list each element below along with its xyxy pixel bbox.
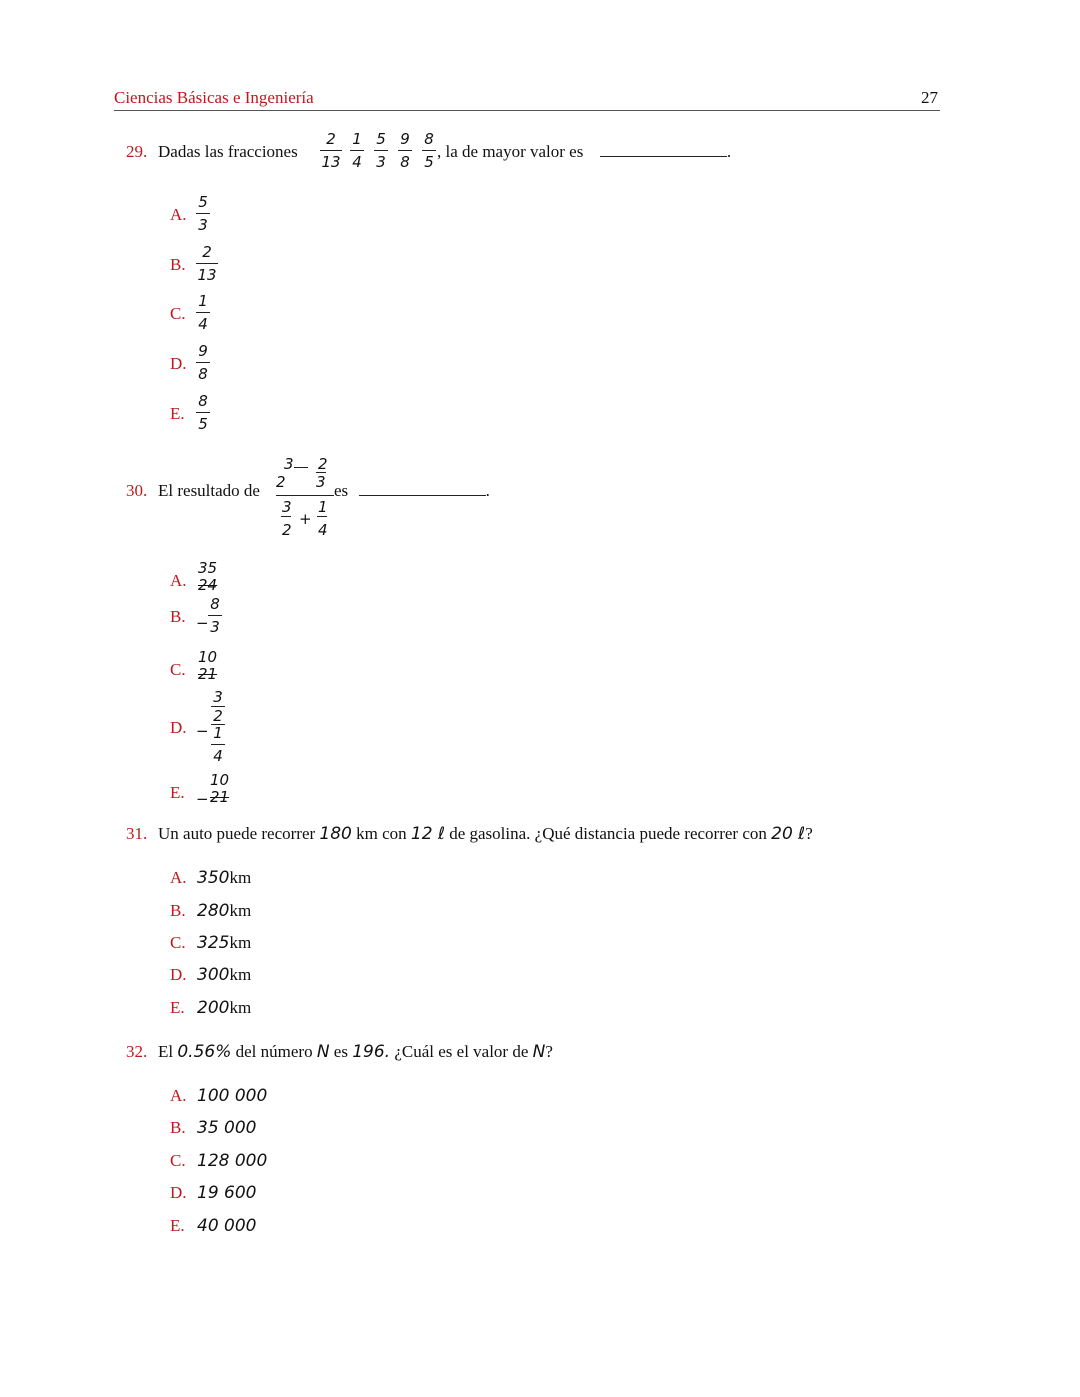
option-30-a-value: 35 24: [198, 559, 218, 594]
question-number: 29.: [126, 142, 148, 161]
running-title: Ciencias Básicas e Ingeniería: [114, 88, 314, 107]
fraction-1: 2 13: [321, 130, 341, 171]
option-30-d-value: 3 2 1 4: [211, 689, 225, 764]
fraction-5: 8 5: [422, 131, 436, 170]
option-29-a-value: 5 3: [196, 194, 210, 233]
fraction-2: 1 4: [350, 131, 364, 170]
question-text: El 0.56% del número N es 196. ¿Cuál es el valor de N?: [158, 1042, 553, 1062]
question-number: 31.: [126, 824, 148, 843]
option-30-e-sign: −: [196, 790, 209, 808]
option-30-e-value: 10 21: [210, 771, 230, 806]
question-number: 32.: [126, 1042, 148, 1061]
question-text: Dadas las fracciones: [158, 142, 298, 161]
complex-fraction: 3 2 2 3 3 2 + 1 4: [272, 455, 336, 545]
option-29-b-value: 2 13: [197, 243, 217, 284]
fraction-4: 9 8: [398, 131, 412, 170]
fraction-3: 5 3: [374, 131, 388, 170]
page-header: [114, 86, 940, 111]
option-30-b-sign: −: [196, 614, 209, 632]
option-29-c-value: 1 4: [196, 293, 210, 332]
page-number: 27: [921, 88, 938, 107]
option-30-d-sign: −: [196, 722, 209, 740]
question-number: 30.: [126, 481, 148, 500]
option-30-c-value: 10 21: [198, 648, 218, 683]
option-30-b-value: 8 3: [208, 596, 222, 635]
option-29-e-value: 8 5: [196, 393, 210, 432]
answer-blank: [359, 481, 486, 496]
answer-blank: [600, 142, 727, 157]
question-30-tail: es .: [334, 481, 490, 500]
question-text: Un auto puede recorrer 180 km con 12 ℓ de gasolina. ¿Qué distancia puede recorrer con 20 ℓ?: [158, 824, 813, 844]
option-29-d-value: 9 8: [196, 343, 210, 382]
question-29-tail: , la de mayor valor es .: [437, 142, 732, 161]
